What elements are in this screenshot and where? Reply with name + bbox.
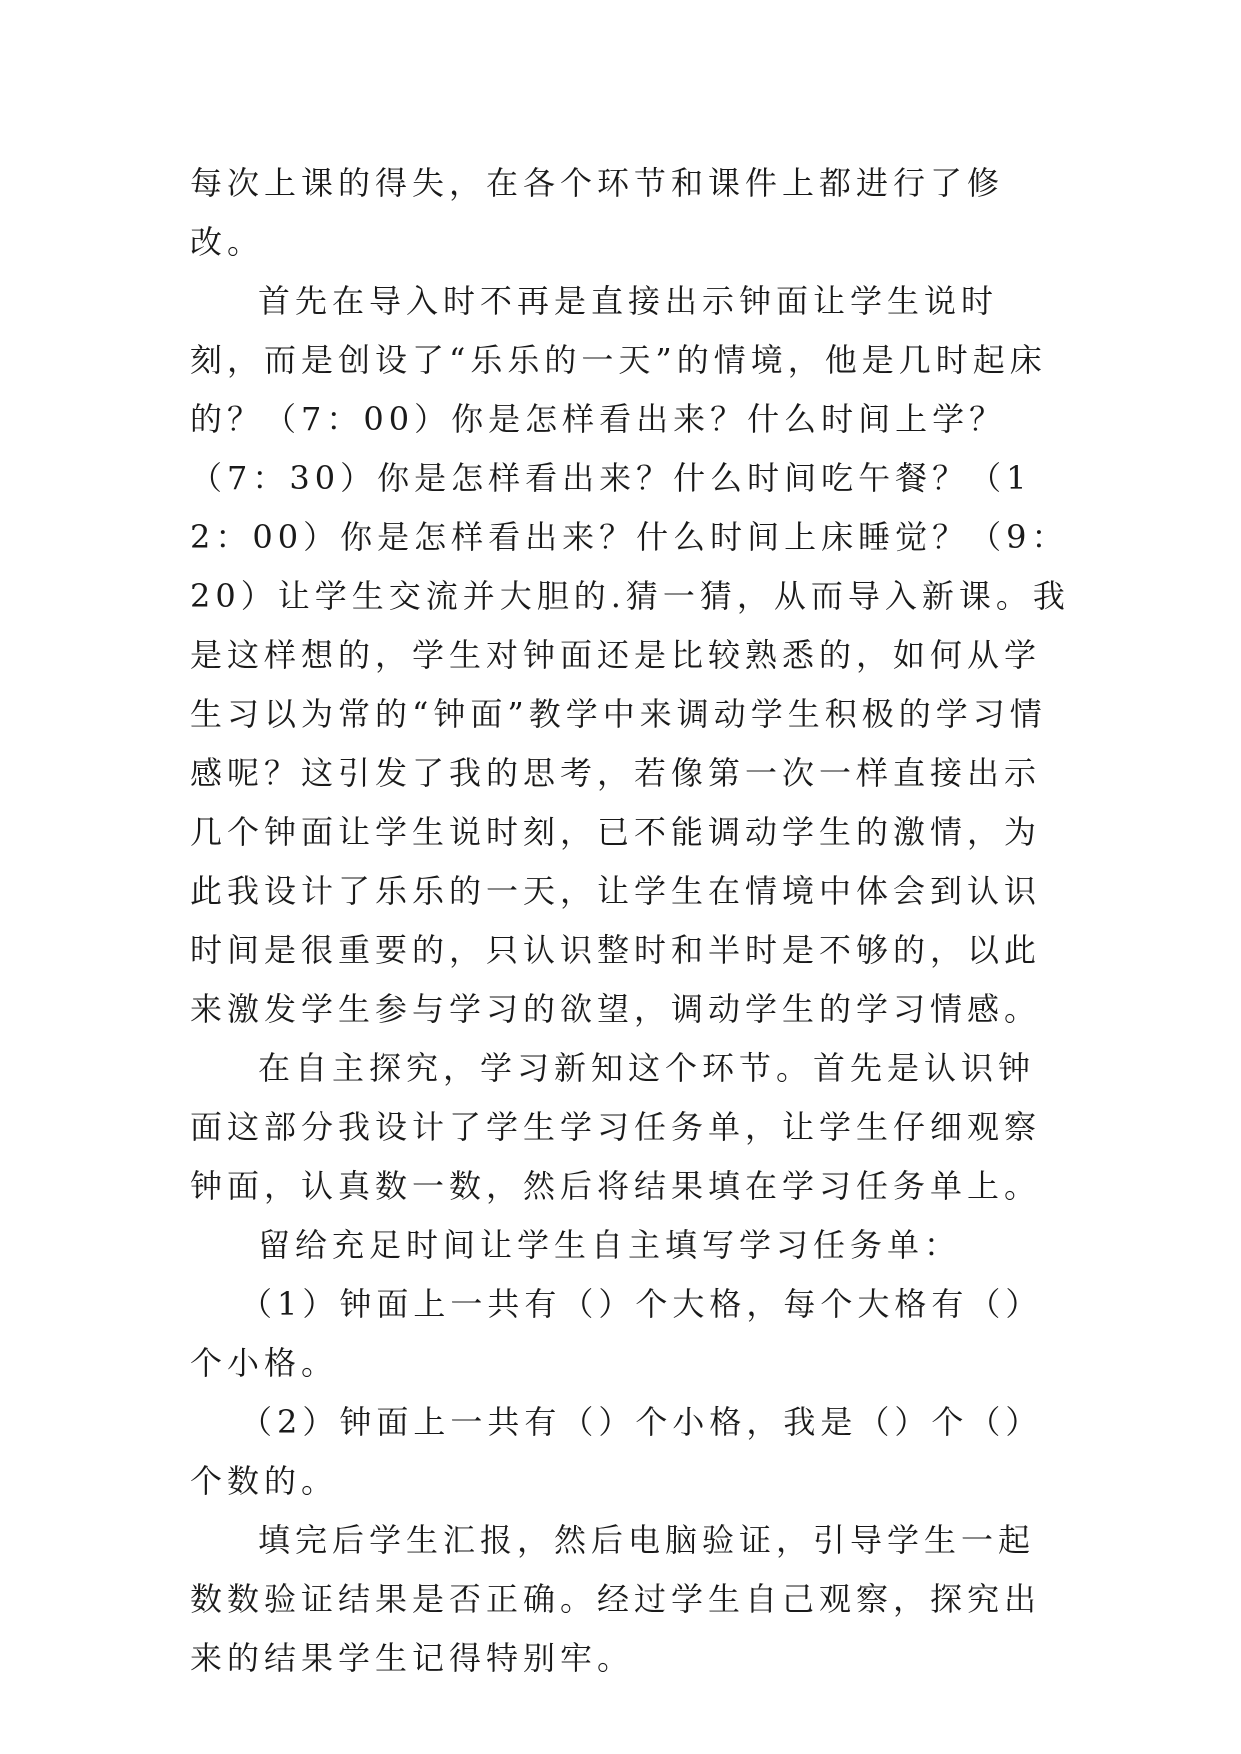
paragraph-intro-continuation: 每次上课的得失，在各个环节和课件上都进行了修改。: [190, 164, 1005, 261]
paragraph-task-sheet-intro: 留给充足时间让学生自主填写学习任务单：: [258, 1226, 962, 1264]
paragraph-verify: 填完后学生汇报，然后电脑验证，引导学生一起数数验证结果是否正确。经过学生自己观察，探究出来的结果学生记得特别牢。: [190, 1521, 1042, 1677]
paragraph-lead-in: 首先在导入时不再是直接出示钟面让学生说时刻，而是创设了“乐乐的一天”的情境，他是几时起床的？（7：00）你是怎样看出来？什么时间上学？（7：30）你是怎样看出来？什么时间吃午餐？（12：00）你是怎样看出来？什么时间上床睡觉？（9：20）让学生交流并大胆的.猜一猜，从而导入新课。我是这样想的，学生对钟面还是比较熟悉的，如何从学生习以为常的“钟面”教学中来调动学生积极的学习情感呢？这引发了我的思考，若像第一次一样直接出示几个钟面让学生说时刻，已不能调动学生的激情，为此我设计了乐乐的一天，让学生在情境中体会到认识时间是很重要的，只认识整时和半时是不够的，以此来激发学生参与学习的欲望，调动学生的学习情感。: [190, 282, 1070, 1028]
paragraph-explore: 在自主探究，学习新知这个环节。首先是认识钟面这部分我设计了学生学习任务单，让学生仔细观察钟面，认真数一数，然后将结果填在学习任务单上。: [190, 1049, 1042, 1205]
task-item-2: （2）钟面上一共有（）个小格，我是（）个（）个数的。: [190, 1403, 1043, 1500]
body-text: [190, 154, 1070, 1688]
task-item-1: （1）钟面上一共有（）个大格，每个大格有（）个小格。: [190, 1285, 1043, 1382]
